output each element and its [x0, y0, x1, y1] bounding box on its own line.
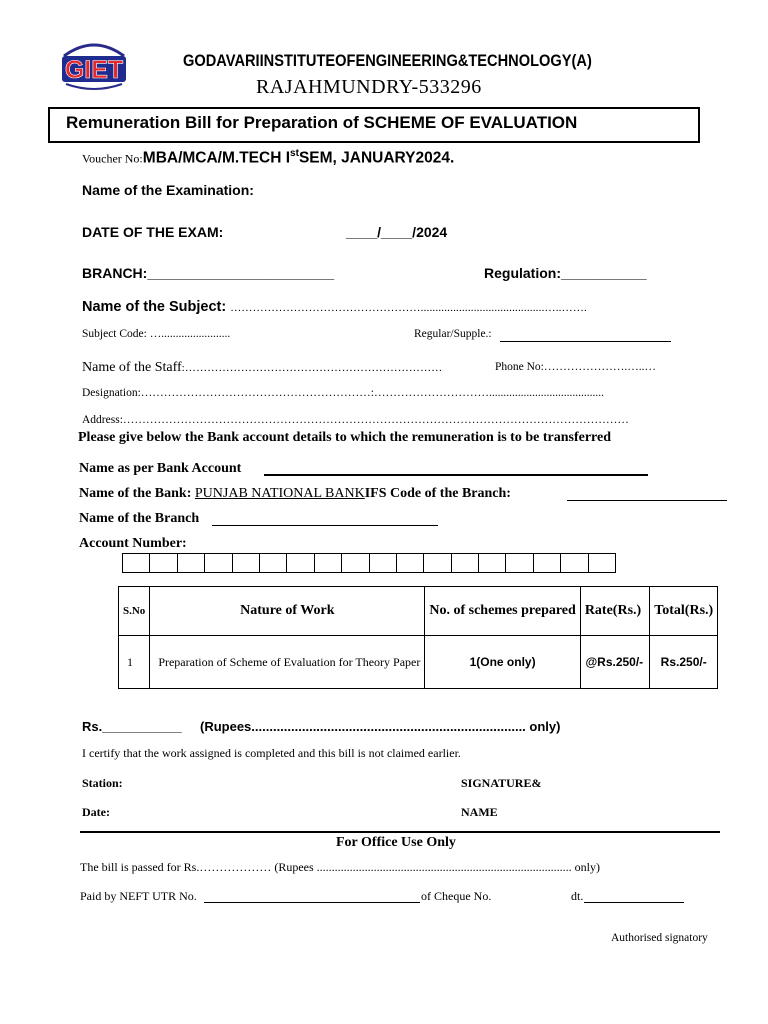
dt-line: [584, 902, 684, 903]
staff-label: Name of the Staff: [82, 360, 182, 375]
voucher-value-suffix: SEM, JANUARY2024.: [298, 149, 455, 167]
subject-label: Name of the Subject:: [82, 299, 227, 315]
subject-code-label: Subject Code: …........................: [82, 328, 231, 340]
th-nature: Nature of Work: [150, 587, 425, 636]
office-title: For Office Use Only: [336, 835, 456, 850]
account-number-boxes: [122, 553, 616, 573]
account-digit-box[interactable]: [589, 554, 616, 572]
account-name-line: [264, 474, 648, 476]
rupees-words-label: (Rupees............................................................................ only): [200, 719, 561, 734]
bank-name-line: [79, 486, 511, 502]
ifsc-line: [567, 500, 727, 501]
neft-line: [204, 902, 420, 903]
voucher-line: [82, 148, 454, 167]
account-digit-box[interactable]: [452, 554, 479, 572]
td-schemes: 1(One only): [425, 636, 580, 689]
regular-supple-line: [500, 341, 671, 342]
station-label: Station:: [82, 776, 123, 790]
designation-label: Designation:……………………………………………………:…………………………........................................: [82, 387, 604, 399]
institute-name: GODAVARIINSTITUTEOFENGINEERING&TECHNOLOGY(A): [183, 51, 592, 70]
document-title: Remuneration Bill for Preparation of SCHEME OF EVALUATION: [66, 113, 578, 132]
phone-label: Phone No:………………….…..…: [495, 361, 656, 373]
ifsc-label: IFS Code of the Branch:: [364, 486, 511, 501]
bill-passed-text: The bill is passed for Rs.……………… (Rupees ..................................................................................... only): [80, 860, 600, 874]
account-digit-box[interactable]: [424, 554, 451, 572]
exam-date-label: DATE OF THE EXAM:: [82, 224, 224, 240]
account-digit-box[interactable]: [397, 554, 424, 572]
exam-name-label: Name of the Examination:: [82, 182, 254, 198]
subject-dots: ……………………………………………..........................................…..…….: [230, 302, 587, 314]
td-sno: 1: [119, 636, 150, 689]
table-row: [119, 636, 718, 689]
th-sno: S.No: [119, 587, 150, 636]
account-digit-box[interactable]: [370, 554, 397, 572]
bank-instruction: Please give below the Bank account details to which the remuneration is to be transferred: [78, 430, 611, 445]
date-label: Date:: [82, 805, 110, 819]
td-total: Rs.250/-: [650, 636, 718, 689]
account-digit-box[interactable]: [315, 554, 342, 572]
work-table: [118, 586, 718, 689]
account-digit-box[interactable]: [150, 554, 177, 572]
bank-name-label: Name of the Bank:: [79, 486, 195, 501]
institute-city: RAJAHMUNDRY-533296: [256, 76, 482, 98]
th-total: Total(Rs.): [650, 587, 718, 636]
signature-label: SIGNATURE&: [461, 776, 542, 790]
branch-name-label: Name of the Branch: [79, 511, 200, 526]
cheque-label: of Cheque No.: [421, 889, 492, 903]
th-rate: Rate(Rs.): [580, 587, 649, 636]
regulation-label: Regulation:___________: [484, 265, 647, 281]
account-digit-box[interactable]: [205, 554, 232, 572]
voucher-label: Voucher No:: [82, 151, 143, 166]
staff-dots: :……………………………………………………………: [181, 362, 443, 374]
rs-amount-label: Rs.___________: [82, 719, 182, 734]
bank-name-value: PUNJAB NATIONAL BANK: [194, 486, 365, 501]
branch-label: BRANCH:________________________: [82, 265, 335, 281]
regular-supple-label: Regular/Supple.:: [414, 328, 492, 340]
account-digit-box[interactable]: [506, 554, 533, 572]
account-digit-box[interactable]: [342, 554, 369, 572]
td-rate: @Rs.250/-: [580, 636, 649, 689]
account-name-label: Name as per Bank Account: [79, 461, 242, 476]
address-label: Address:……………………………………………………………………………………………………………………: [82, 414, 629, 426]
name-label: NAME: [461, 805, 498, 819]
table-header-row: [119, 587, 718, 636]
authorised-signatory: Authorised signatory: [611, 932, 708, 944]
td-nature: Preparation of Scheme of Evaluation for Theory Paper: [150, 636, 425, 689]
staff-line: [82, 358, 443, 376]
giet-logo: [56, 40, 132, 92]
voucher-value-sup: st: [290, 148, 299, 159]
certify-text: I certify that the work assigned is completed and this bill is not claimed earlier.: [82, 746, 461, 760]
subject-line: [82, 298, 587, 316]
account-digit-box[interactable]: [561, 554, 588, 572]
account-digit-box[interactable]: [479, 554, 506, 572]
account-digit-box[interactable]: [233, 554, 260, 572]
dt-label: dt.: [571, 889, 584, 903]
logo-text: GIET: [64, 56, 124, 84]
office-divider: [80, 831, 720, 833]
account-digit-box[interactable]: [260, 554, 287, 572]
account-digit-box[interactable]: [178, 554, 205, 572]
voucher-value-prefix: MBA/MCA/M.TECH I: [142, 149, 291, 167]
account-digit-box[interactable]: [534, 554, 561, 572]
th-schemes: No. of schemes prepared: [425, 587, 580, 636]
account-digit-box[interactable]: [287, 554, 314, 572]
account-number-label: Account Number:: [79, 536, 187, 551]
branch-name-line: [212, 525, 438, 526]
neft-label: Paid by NEFT UTR No.: [80, 889, 197, 903]
account-digit-box[interactable]: [123, 554, 150, 572]
exam-date-value: ____/____/2024: [346, 224, 448, 240]
